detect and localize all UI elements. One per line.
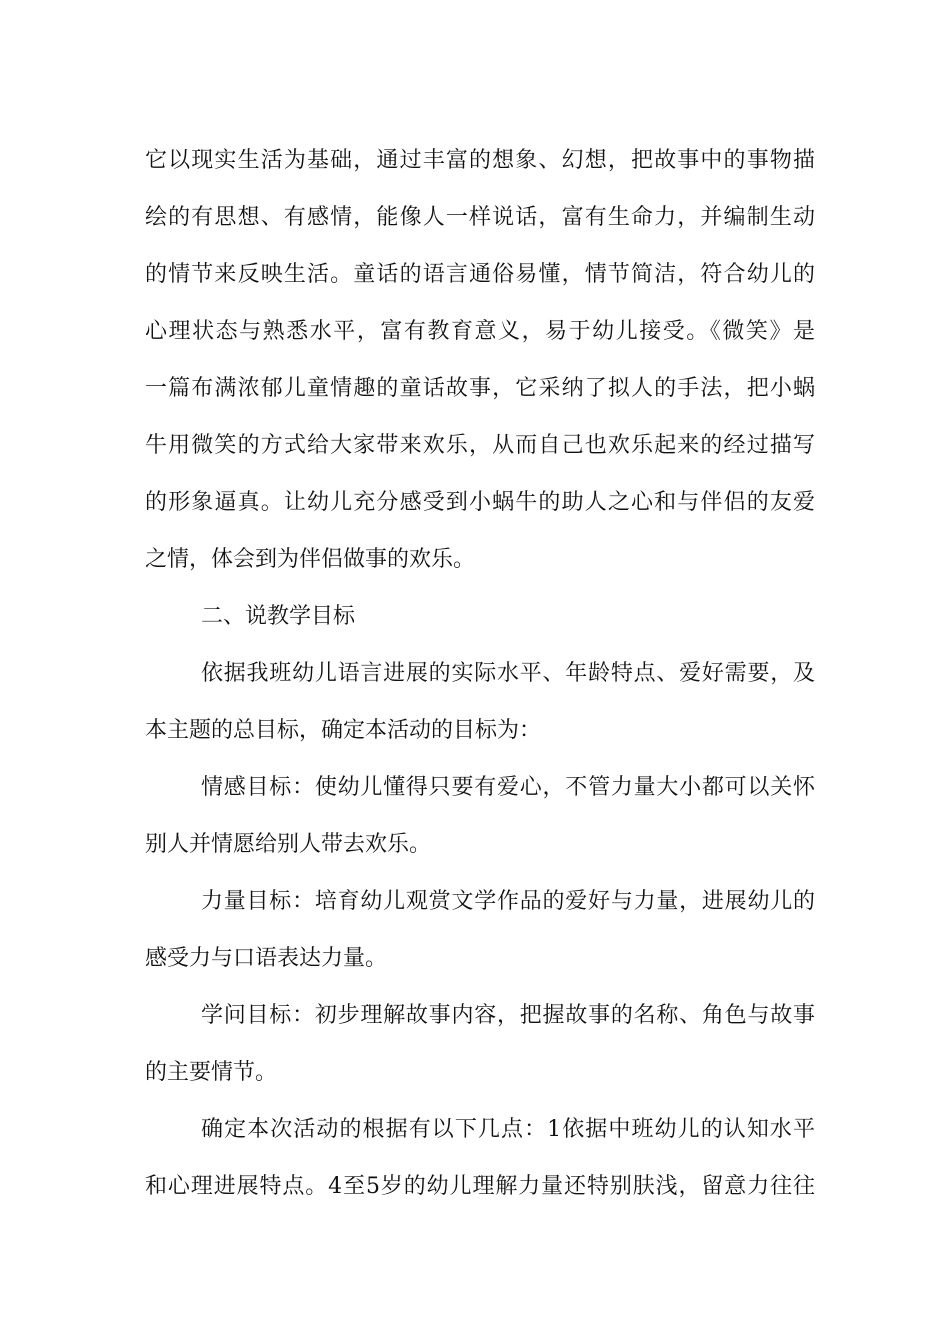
paragraph-line: 本主题的总目标，确定本活动的目标为： (145, 718, 542, 743)
paragraph-line: 学问目标：初步理解故事内容，把握故事的名称、角色与故事 (201, 1003, 815, 1028)
paragraph-line: 情感目标：使幼儿懂得只要有爱心，不管力量大小都可以关怀 (201, 775, 815, 800)
paragraph-line: 感受力与口语表达力量。 (145, 946, 388, 971)
paragraph-line: 别人并情愿给别人带去欢乐。 (145, 832, 432, 857)
paragraph-line: 的情节来反映生活。童话的语言通俗易懂，情节简洁，符合幼儿的 (145, 262, 815, 287)
paragraph-line: 之情，体会到为伴侣做事的欢乐。 (145, 547, 476, 572)
paragraph-line: 确定本次活动的根据有以下几点：1依据中班幼儿的认知水平 (201, 1117, 815, 1142)
paragraph-line: 心理状态与熟悉水平，富有教育意义，易于幼儿接受。《微笑》是 (145, 319, 815, 344)
paragraph-line: 一篇布满浓郁儿童情趣的童话故事，它采纳了拟人的手法，把小蜗 (145, 376, 815, 401)
paragraph-line: 绘的有思想、有感情，能像人一样说话，富有生命力，并编制生动 (145, 205, 815, 230)
section-heading: 二、说教学目标 (201, 604, 356, 629)
paragraph-line: 的形象逼真。让幼儿充分感受到小蜗牛的助人之心和与伴侣的友爱 (145, 490, 815, 515)
paragraph-line: 牛用微笑的方式给大家带来欢乐，从而自己也欢乐起来的经过描写 (145, 433, 815, 458)
paragraph-line: 和心理进展特点。4至5岁的幼儿理解力量还特别肤浅，留意力往往 (145, 1174, 815, 1199)
paragraph-line: 依据我班幼儿语言进展的实际水平、年龄特点、爱好需要，及 (201, 661, 815, 686)
paragraph-line: 它以现实生活为基础，通过丰富的想象、幻想，把故事中的事物描 (145, 148, 815, 173)
paragraph-line: 力量目标：培育幼儿观赏文学作品的爱好与力量，进展幼儿的 (201, 889, 815, 914)
paragraph-line: 的主要情节。 (145, 1060, 278, 1085)
document-body (145, 132, 815, 1215)
